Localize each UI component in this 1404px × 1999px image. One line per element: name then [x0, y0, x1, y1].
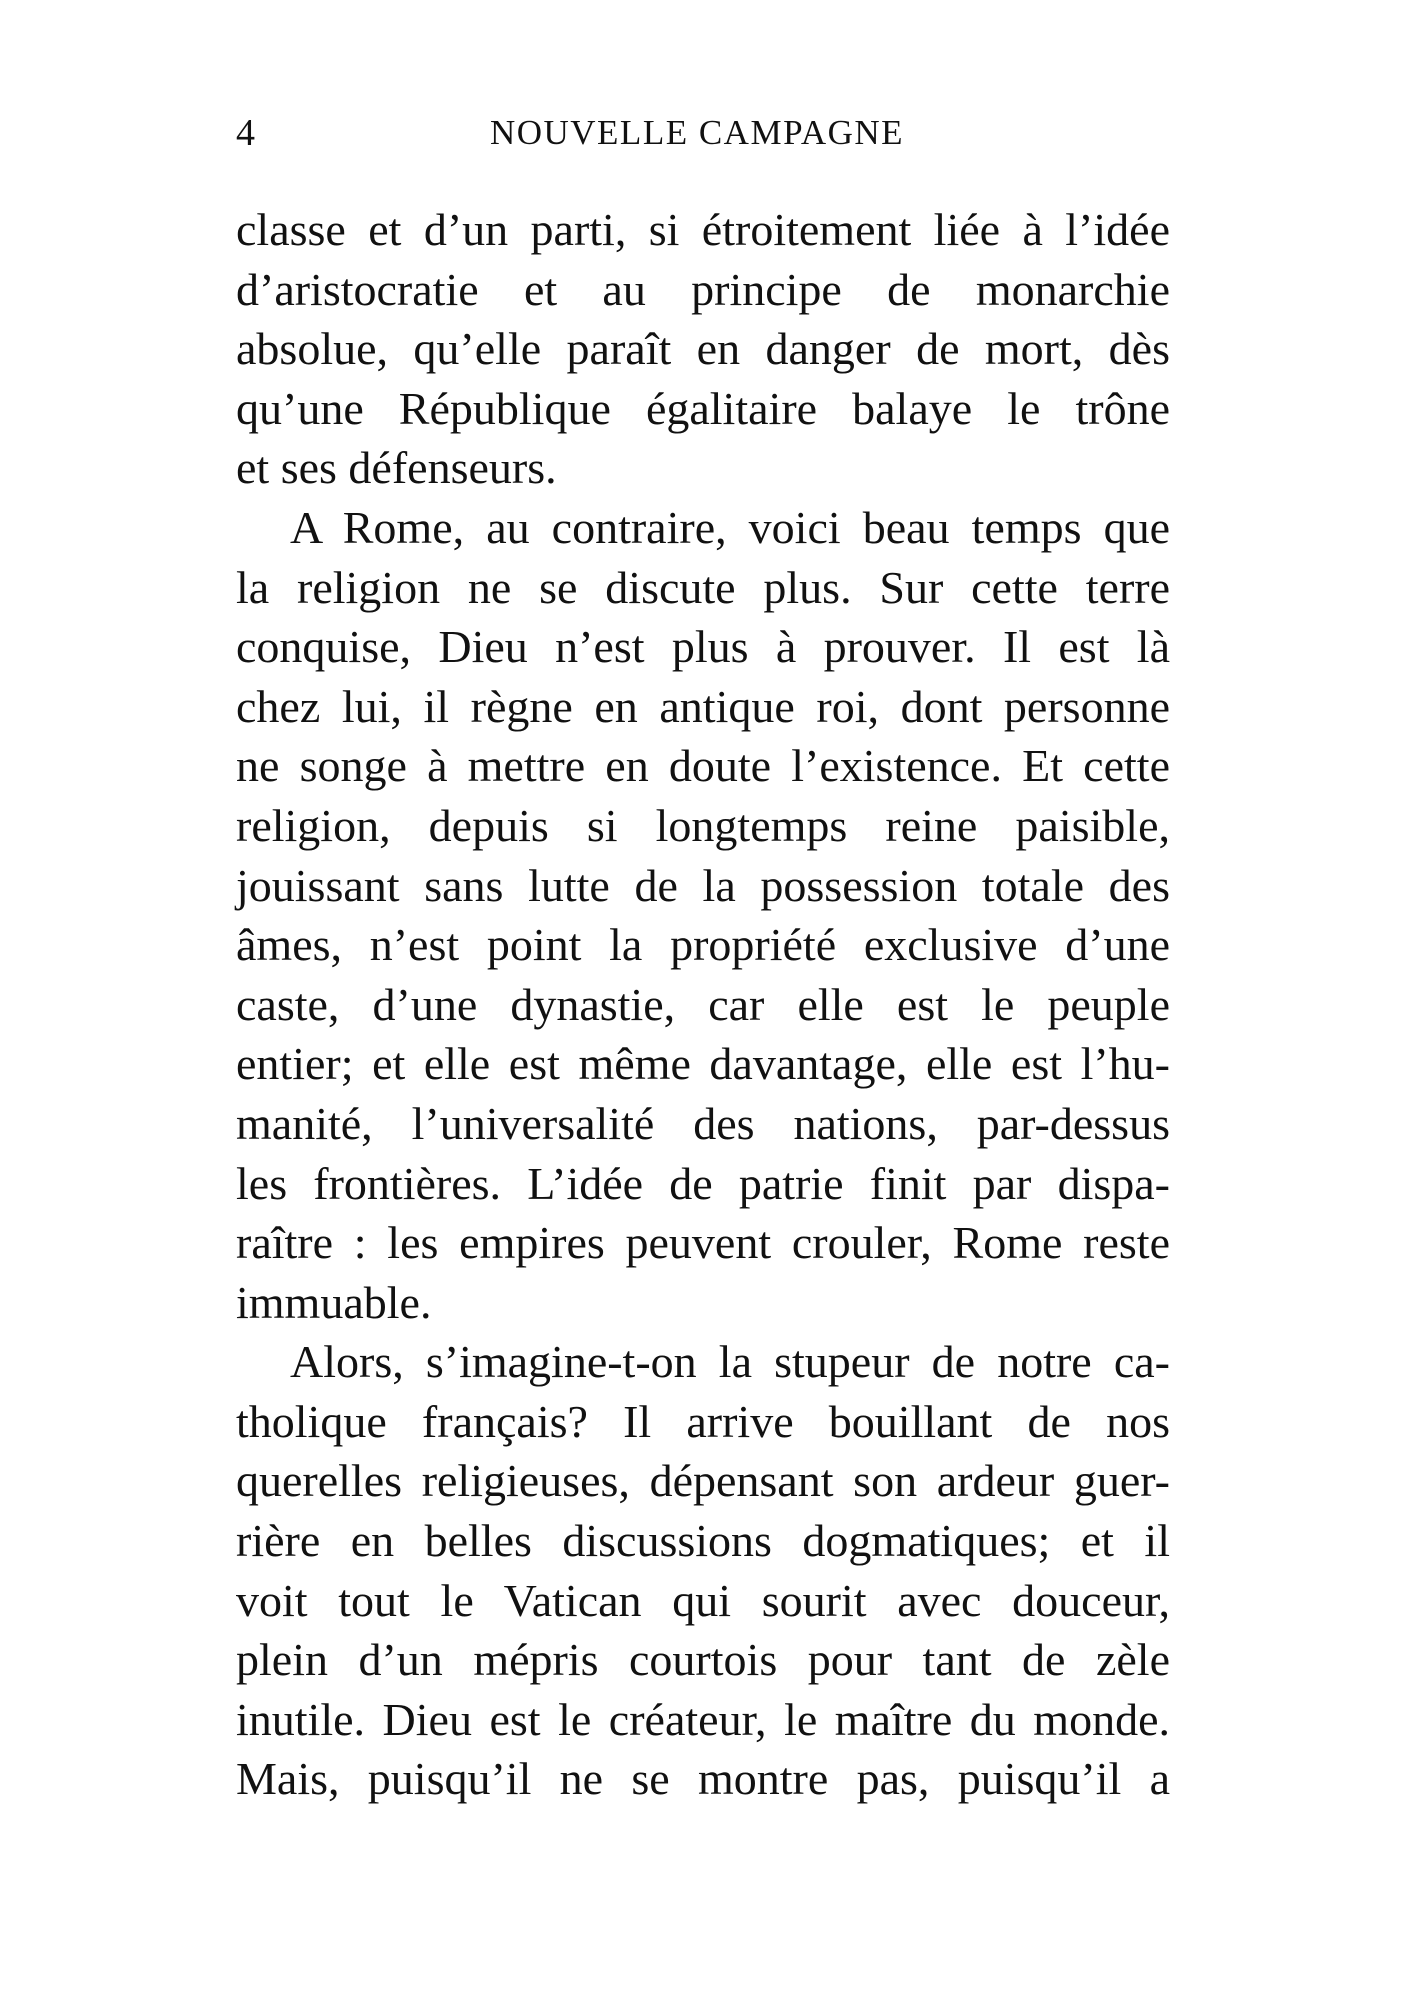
text-line: les frontières. L’idée de patrie finit par dispa-	[236, 1157, 1170, 1209]
text-line: conquise, Dieu n’est plus à prouver. Il est là	[236, 621, 1170, 673]
text-line: caste, d’une dynastie, car elle est le peuple	[236, 978, 1170, 1030]
text-line: immuable.	[236, 1276, 432, 1328]
text-line: querelles religieuses, dépensant son ardeur guer-	[236, 1455, 1170, 1507]
text-line: inutile. Dieu est le créateur, le maître du monde.	[236, 1693, 1170, 1745]
paragraph-first-line: A Rome, au contraire, voici beau temps que	[290, 501, 1170, 553]
text-line: et ses défenseurs.	[236, 442, 557, 494]
text-line: manité, l’universalité des nations, par-dessus	[236, 1097, 1170, 1149]
body-text	[236, 200, 1170, 1809]
text-line: âmes, n’est point la propriété exclusive d’une	[236, 919, 1170, 971]
text-line: voit tout le Vatican qui sourit avec douceur,	[236, 1574, 1170, 1626]
text-line: absolue, qu’elle paraît en danger de mort, dès	[236, 323, 1170, 375]
text-line: rière en belles discussions dogmatiques; et il	[236, 1515, 1170, 1567]
text-line: tholique français? Il arrive bouillant de nos	[236, 1395, 1170, 1447]
text-line: religion, depuis si longtemps reine paisible,	[236, 799, 1170, 851]
paragraph-first-line: Alors, s’imagine-t-on la stupeur de notre ca-	[290, 1336, 1170, 1388]
text-line: raître : les empires peuvent crouler, Rome reste	[236, 1217, 1170, 1269]
running-title: NOUVELLE CAMPAGNE	[489, 113, 905, 152]
running-head	[232, 108, 1162, 158]
text-line: la religion ne se discute plus. Sur cette terre	[236, 561, 1170, 613]
page-number: 4	[236, 112, 255, 154]
text-line: Mais, puisqu’il ne se montre pas, puisqu’il a	[236, 1753, 1170, 1805]
text-line: qu’une République égalitaire balaye le trône	[236, 382, 1170, 434]
text-line: classe et d’un parti, si étroitement liée à l’idée	[236, 204, 1170, 255]
text-line: chez lui, il règne en antique roi, dont personne	[236, 680, 1170, 732]
text-line: entier; et elle est même davantage, elle est l’hu-	[236, 1038, 1170, 1090]
text-line: ne songe à mettre en doute l’existence. Et cette	[236, 740, 1170, 792]
text-line: jouissant sans lutte de la possession totale des	[236, 859, 1170, 911]
text-line: plein d’un mépris courtois pour tant de zèle	[236, 1634, 1170, 1686]
text-line: d’aristocratie et au principe de monarchie	[236, 263, 1170, 315]
